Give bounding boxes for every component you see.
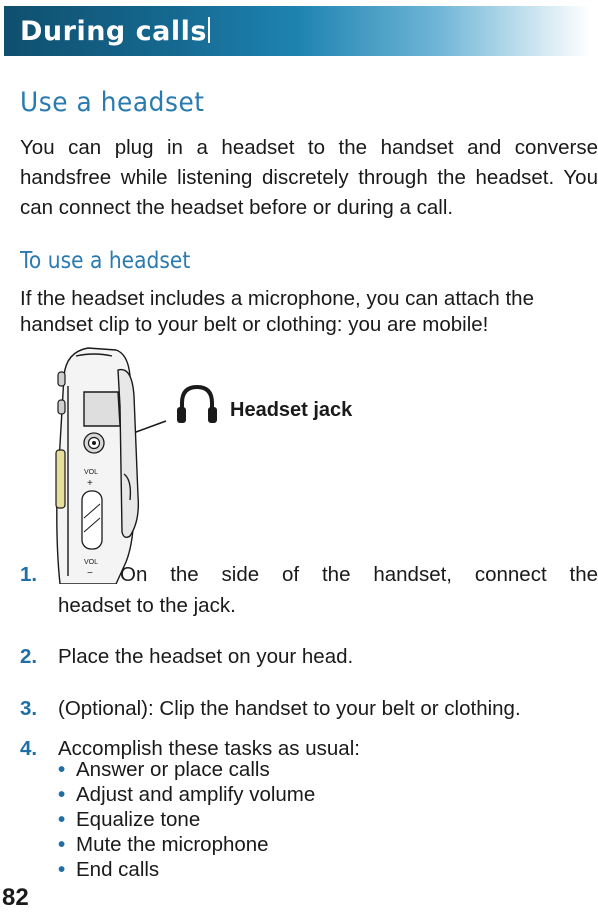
headset-icon — [174, 383, 220, 427]
step-number: 4. — [20, 737, 38, 760]
section-heading: Use a headset — [20, 87, 205, 118]
text-cursor — [208, 17, 210, 43]
vol-label-bottom: VOL — [84, 559, 99, 566]
headset-jack-label: Headset jack — [230, 399, 353, 421]
header-bar — [4, 6, 590, 56]
step-number: 3. — [20, 697, 38, 720]
subsection-paragraph: If the headset includes a microphone, you can attach the handset clip to your belt or clothing: you are mobile! — [20, 287, 534, 336]
step-text-line2: headset to the jack. — [58, 594, 236, 617]
step-number: 1. — [20, 563, 38, 586]
headset-jack — [84, 433, 104, 453]
headset-icon-wrapper — [174, 383, 220, 427]
belt-clip — [118, 370, 138, 538]
bullet-dot: • — [58, 758, 66, 781]
vol-label-top: VOL — [84, 469, 99, 476]
list-item-text: Answer or place calls — [76, 758, 270, 781]
bullet-dot: • — [58, 783, 66, 806]
intro-paragraph: You can plug in a headset to the handset and converse handsfree while listening discretely through the headset. You can connect the headset before or during a call. — [20, 136, 598, 219]
handset-side-illustration — [54, 346, 174, 584]
page-number: 82 — [2, 884, 29, 911]
list-item-text: Equalize tone — [76, 808, 201, 831]
list-item-text: Adjust and amplify volume — [76, 783, 316, 806]
list-item — [58, 857, 578, 882]
list-item — [58, 757, 578, 782]
list-item — [58, 832, 578, 857]
step-text: Accomplish these tasks as usual: — [58, 737, 360, 760]
bullet-dot: • — [58, 833, 66, 856]
step-text: Place the headset on your head. — [58, 645, 354, 668]
bullet-dot: • — [58, 808, 66, 831]
list-item-text: Mute the microphone — [76, 833, 269, 856]
list-item-text: End calls — [76, 858, 160, 881]
volume-rocker — [82, 491, 102, 549]
step-text-line1: On the side of the handset, connect the — [120, 563, 598, 586]
vol-plus-label: + — [87, 478, 93, 489]
vol-minus-label: − — [87, 568, 93, 579]
bullet-dot: • — [58, 858, 66, 881]
subsection-heading: To use a headset — [20, 248, 191, 274]
step-number: 2. — [20, 645, 38, 668]
step-text: (Optional): Clip the handset to your belt or clothing. — [58, 697, 521, 720]
list-item — [58, 782, 578, 807]
list-item — [58, 807, 578, 832]
page-header-title — [20, 16, 210, 47]
task-bullet-list — [58, 757, 578, 882]
header-title-text: During calls — [20, 16, 207, 47]
